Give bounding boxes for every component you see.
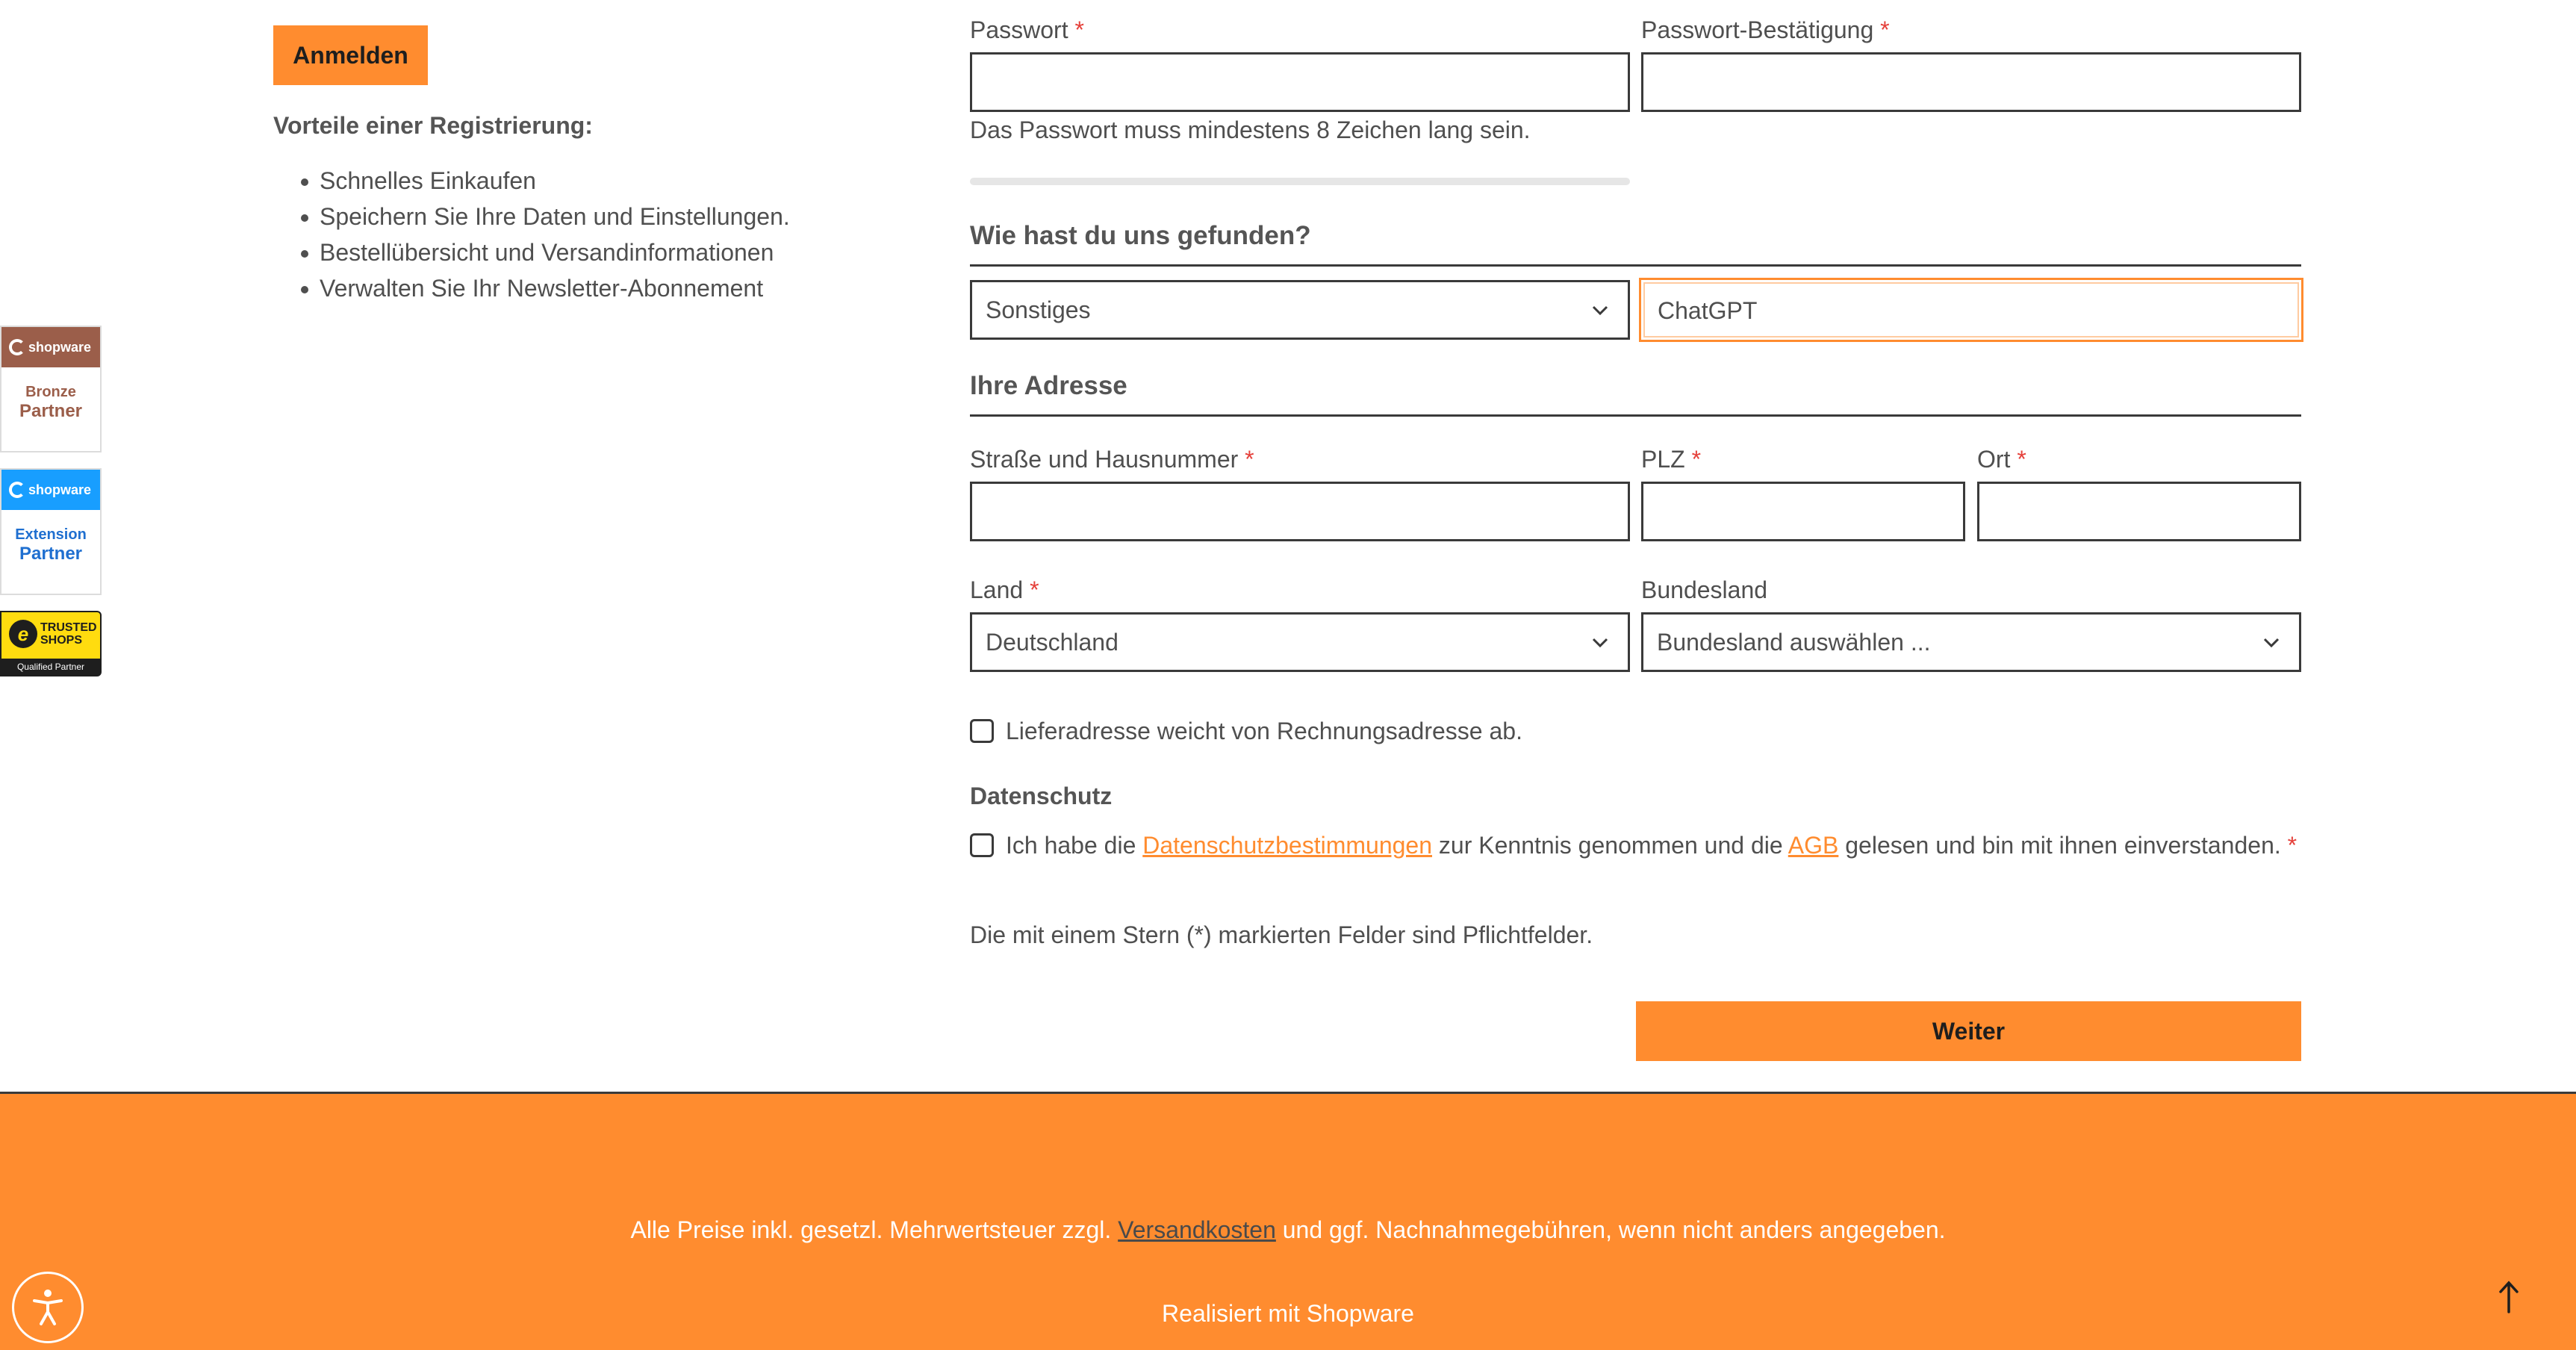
required-fields-note: Die mit einem Stern (*) markierten Felder sind Pflichtfelder.	[970, 921, 1593, 948]
footer	[0, 1092, 2576, 1350]
benefits-title: Vorteile einer Registrierung:	[273, 112, 593, 139]
shopware-logo-icon	[9, 339, 25, 355]
scroll-to-top-button[interactable]	[2491, 1273, 2527, 1321]
badge-line: Partner	[19, 401, 83, 421]
found-us-divider	[970, 264, 2301, 267]
shopware-logo-icon	[9, 482, 25, 498]
found-us-other-input[interactable]	[1639, 278, 2303, 342]
shopware-bronze-partner-badge[interactable]: shopware Bronze Partner	[0, 326, 102, 452]
address-divider	[970, 414, 2301, 417]
shopware-extension-partner-badge[interactable]: shopware Extension Partner	[0, 468, 102, 595]
list-item	[273, 202, 790, 237]
submit-button[interactable]	[1636, 1001, 2301, 1061]
zip-label: PLZ *	[1641, 446, 1702, 473]
chevron-down-icon	[2263, 634, 2280, 650]
trusted-shops-logo-icon: e	[17, 622, 29, 645]
shipping-differs-label[interactable]: Lieferadresse weicht von Rechnungsadresse ab.	[1006, 718, 1522, 744]
badge-line: Bronze	[25, 384, 76, 400]
benefit-text: Schnelles Einkaufen	[320, 167, 536, 194]
shipping-costs-link[interactable]: Versandkosten	[1118, 1216, 1276, 1243]
password-strength-meter	[970, 178, 1630, 185]
login-button[interactable]	[273, 25, 428, 85]
benefit-text: Verwalten Sie Ihr Newsletter-Abonnement	[320, 275, 764, 302]
benefits-list	[273, 166, 790, 309]
found-us-other-value: ChatGPT	[1658, 297, 1758, 324]
country-select[interactable]	[970, 612, 1630, 672]
benefit-text: Bestellübersicht und Versandinformationen	[320, 239, 774, 266]
privacy-checkbox[interactable]	[970, 833, 994, 857]
benefit-text: Speichern Sie Ihre Daten und Einstellungen.	[320, 203, 790, 230]
state-select-value: Bundesland auswählen ...	[1657, 629, 1931, 656]
password-hint: Das Passwort muss mindestens 8 Zeichen lang sein.	[970, 116, 1531, 143]
accessibility-button[interactable]	[12, 1272, 84, 1343]
privacy-policy-link[interactable]: Datenschutzbestimmungen	[1142, 832, 1433, 859]
chevron-down-icon	[1592, 634, 1608, 650]
trusted-shops-badge[interactable]: e TRUSTED SHOPS Qualified Partner	[0, 611, 102, 676]
found-us-select[interactable]	[970, 280, 1630, 340]
city-label: Ort *	[1977, 446, 2026, 473]
street-label: Straße und Hausnummer *	[970, 446, 1254, 473]
privacy-title: Datenschutz	[970, 783, 1113, 809]
state-label: Bundesland	[1641, 576, 1768, 603]
password-input[interactable]	[970, 52, 1630, 112]
badge-line: Partner	[19, 544, 83, 564]
list-item	[273, 237, 790, 273]
city-input[interactable]	[1977, 482, 2301, 541]
address-title: Ihre Adresse	[970, 371, 1127, 400]
accessibility-icon	[31, 1288, 64, 1327]
list-item	[273, 273, 790, 309]
chevron-down-icon	[1592, 302, 1608, 318]
password-confirm-input[interactable]	[1641, 52, 2301, 112]
agb-link[interactable]: AGB	[1788, 832, 1839, 859]
country-select-value: Deutschland	[986, 629, 1119, 656]
privacy-label: Ich habe die Datenschutzbestimmungen zur Kenntnis genommen und die AGB gelesen und bin mit ihnen einverstanden. *	[1006, 832, 2297, 859]
submit-button-label: Weiter	[1932, 1017, 2006, 1045]
found-us-select-value: Sonstiges	[986, 296, 1091, 323]
footer-powered-by: Realisiert mit Shopware	[1162, 1300, 1414, 1327]
street-input[interactable]	[970, 482, 1630, 541]
list-item	[273, 166, 790, 202]
country-label: Land *	[970, 576, 1039, 603]
state-select[interactable]	[1641, 612, 2301, 672]
login-button-label: Anmelden	[293, 41, 408, 69]
arrow-up-icon	[2498, 1281, 2520, 1313]
zip-input[interactable]	[1641, 482, 1965, 541]
found-us-title: Wie hast du uns gefunden?	[970, 221, 1311, 250]
password-confirm-label: Passwort-Bestätigung *	[1641, 16, 1890, 43]
shipping-differs-checkbox[interactable]	[970, 719, 994, 743]
badge-line: Extension	[15, 526, 87, 543]
footer-prices-text: Alle Preise inkl. gesetzl. Mehrwertsteuer zzgl. Versandkosten und ggf. Nachnahmegebühren, wenn nicht anders angegeben.	[630, 1216, 1946, 1243]
password-label: Passwort *	[970, 16, 1084, 43]
